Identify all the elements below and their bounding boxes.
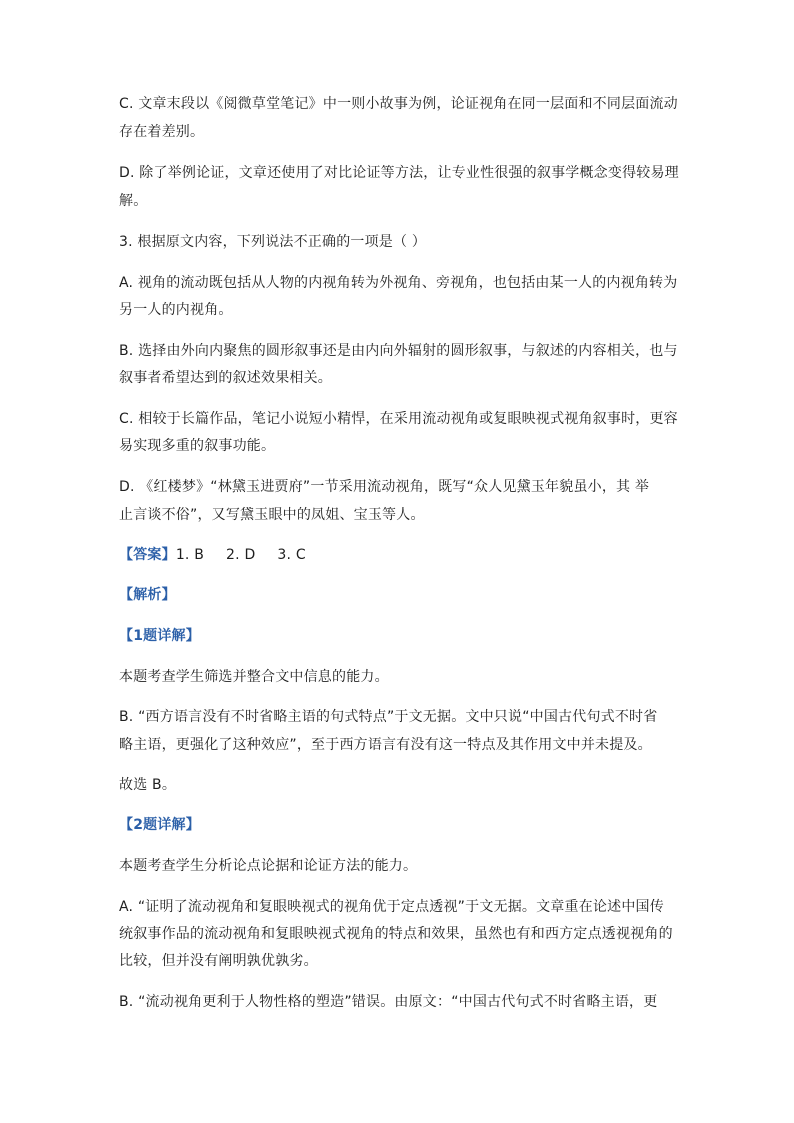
question-3: 3. 根据原文内容，下列说法不正确的一项是（ ） — [119, 234, 427, 250]
answer-item-2: 2. D — [226, 547, 256, 563]
q1-line-4: 故选 B。 — [119, 777, 177, 793]
q3-option-b-line-1: B. 选择由外向内聚焦的圆形叙事还是由内向外辐射的圆形叙事，与叙述的内容相关，也与 — [119, 343, 678, 359]
option-c-line-2: 存在着差别。 — [119, 124, 205, 140]
q2-heading: 【2题详解】 — [119, 817, 200, 833]
q3-option-c-line-2: 易实现多重的叙事功能。 — [119, 438, 276, 454]
answer-line — [119, 545, 679, 565]
answer-label: 【答案】 — [119, 547, 176, 563]
q1-line-2: B. “西方语言没有不时省略主语的句式特点”于文无据。文中只说“中国古代句式不时省 — [119, 709, 658, 725]
q3-option-a-line-2: 另一人的内视角。 — [119, 302, 233, 318]
q1-line-3: 略主语，更强化了这种效应”，至于西方语言有没有这一特点及其作用文中并未提及。 — [119, 737, 652, 753]
q2-line-1: 本题考查学生分析论点论据和论证方法的能力。 — [119, 858, 418, 874]
option-d-line-2: 解。 — [119, 193, 148, 209]
option-c-line-1: C. 文章末段以《阅微草堂笔记》中一则小故事为例，论证视角在同一层面和不同层面流动 — [119, 96, 678, 112]
q1-line-1: 本题考查学生筛选并整合文中信息的能力。 — [119, 669, 389, 685]
q2-line-4: 比较，但并没有阐明孰优孰劣。 — [119, 953, 318, 969]
answer-item-1: 1. B — [175, 547, 205, 563]
q3-option-d-line-1: D. 《红楼梦》“林黛玉进贾府”一节采用流动视角，既写“众人见黛玉年貌虽小，其 举 — [119, 479, 650, 495]
q2-line-5: B. “流动视角更利于人物性格的塑造”错误。由原文：“中国古代句式不时省略主语，更 — [119, 994, 658, 1010]
q1-heading: 【1题详解】 — [119, 628, 200, 644]
q3-option-d-line-2: 止言谈不俗”，又写黛玉眼中的凤姐、宝玉等人。 — [119, 507, 425, 523]
q3-option-b-line-2: 叙事者希望达到的叙述效果相关。 — [119, 370, 332, 386]
answer-item-3: 3. C — [277, 547, 306, 563]
q3-option-c-line-1: C. 相较于长篇作品，笔记小说短小精悍，在采用流动视角或复眼映视式视角叙事时，更容 — [119, 411, 678, 427]
option-d-line-1: D. 除了举例论证，文章还使用了对比论证等方法，让专业性很强的叙事学概念变得较易理 — [119, 165, 679, 181]
q2-line-3: 统叙事作品的流动视角和复眼映视式视角的特点和效果，虽然也有和西方定点透视视角的 — [119, 926, 673, 942]
q3-option-a-line-1: A. 视角的流动既包括从人物的内视角转为外视角、旁视角，也包括由某一人的内视角转为 — [119, 275, 678, 291]
analysis-label: 【解析】 — [119, 587, 176, 603]
q2-line-2: A. “证明了流动视角和复眼映视式的视角优于定点透视”于文无据。文章重在论述中国传 — [119, 899, 664, 915]
